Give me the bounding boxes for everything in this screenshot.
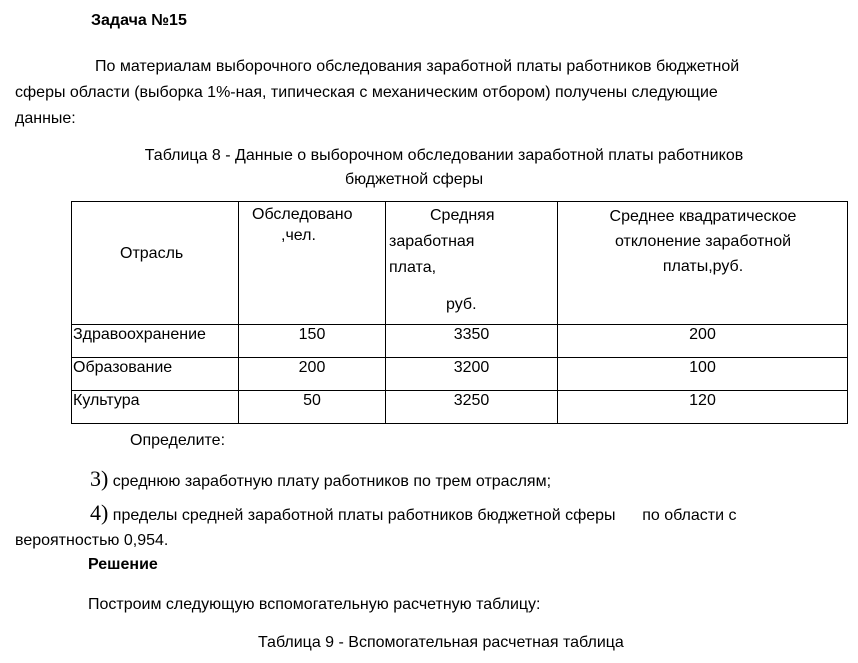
table8-caption-line-2: бюджетной сферы bbox=[344, 171, 484, 188]
table9-caption: Таблица 9 - Вспомогательная расчетная таблица bbox=[258, 634, 624, 651]
item-4-continuation: вероятностью 0,954. bbox=[15, 532, 169, 549]
cell-sector: Образование bbox=[72, 358, 239, 391]
solution-text: Построим следующую вспомогательную расчетную таблицу: bbox=[88, 596, 541, 613]
cell-sector: Здравоохранение bbox=[72, 325, 239, 358]
cell-surveyed: 200 bbox=[239, 358, 386, 391]
intro-line-3: данные: bbox=[15, 110, 76, 127]
header-sd-line-3: платы,руб. bbox=[662, 258, 744, 275]
cell-std-dev: 120 bbox=[558, 391, 848, 424]
table-row bbox=[72, 325, 848, 358]
header-sd-line-2: отклонение заработной bbox=[614, 233, 792, 250]
cell-std-dev: 200 bbox=[558, 325, 848, 358]
item-3-number: 3) bbox=[90, 466, 109, 491]
item-4 bbox=[90, 500, 737, 526]
header-avg-salary bbox=[386, 202, 558, 325]
cell-surveyed: 50 bbox=[239, 391, 386, 424]
cell-avg-salary: 3200 bbox=[386, 358, 558, 391]
item-4-text: пределы средней заработной платы работников бюджетной сферы по области с bbox=[108, 507, 737, 524]
header-sd-line-1: Среднее квадратическое bbox=[609, 208, 797, 225]
cell-std-dev: 100 bbox=[558, 358, 848, 391]
cell-sector: Культура bbox=[72, 391, 239, 424]
item-4-number: 4) bbox=[90, 500, 109, 525]
header-std-dev bbox=[558, 202, 848, 325]
header-avg-line-1: Средняя bbox=[430, 207, 495, 224]
header-avg-line-4: руб. bbox=[446, 296, 477, 313]
table8-caption-line-1: Таблица 8 - Данные о выборочном обследовании заработной платы работников bbox=[144, 147, 744, 164]
intro-line-1: По материалам выборочного обследования заработной платы работников бюджетной bbox=[95, 58, 740, 75]
solution-title: Решение bbox=[88, 556, 158, 573]
header-surveyed bbox=[239, 202, 386, 325]
header-surveyed-line-1: Обследовано bbox=[252, 206, 353, 223]
item-3-text: среднюю заработную плату работников по трем отраслям; bbox=[108, 473, 552, 490]
cell-avg-salary: 3250 bbox=[386, 391, 558, 424]
header-avg-line-3: плата, bbox=[389, 259, 437, 276]
table-header-row bbox=[72, 202, 848, 325]
cell-avg-salary: 3350 bbox=[386, 325, 558, 358]
table-row bbox=[72, 391, 848, 424]
header-avg-line-2: заработная bbox=[389, 233, 475, 250]
header-sector bbox=[72, 202, 239, 325]
task-title: Задача №15 bbox=[91, 12, 187, 29]
table8 bbox=[71, 201, 848, 424]
item-3 bbox=[90, 466, 551, 492]
determine-label: Определите: bbox=[130, 432, 226, 449]
table-row bbox=[72, 358, 848, 391]
header-sector-label: Отрасль bbox=[120, 245, 184, 262]
cell-surveyed: 150 bbox=[239, 325, 386, 358]
header-surveyed-line-2: ,чел. bbox=[281, 227, 316, 244]
intro-line-2: сферы области (выборка 1%-ная, типическая с механическим отбором) получены следующие bbox=[15, 84, 718, 101]
